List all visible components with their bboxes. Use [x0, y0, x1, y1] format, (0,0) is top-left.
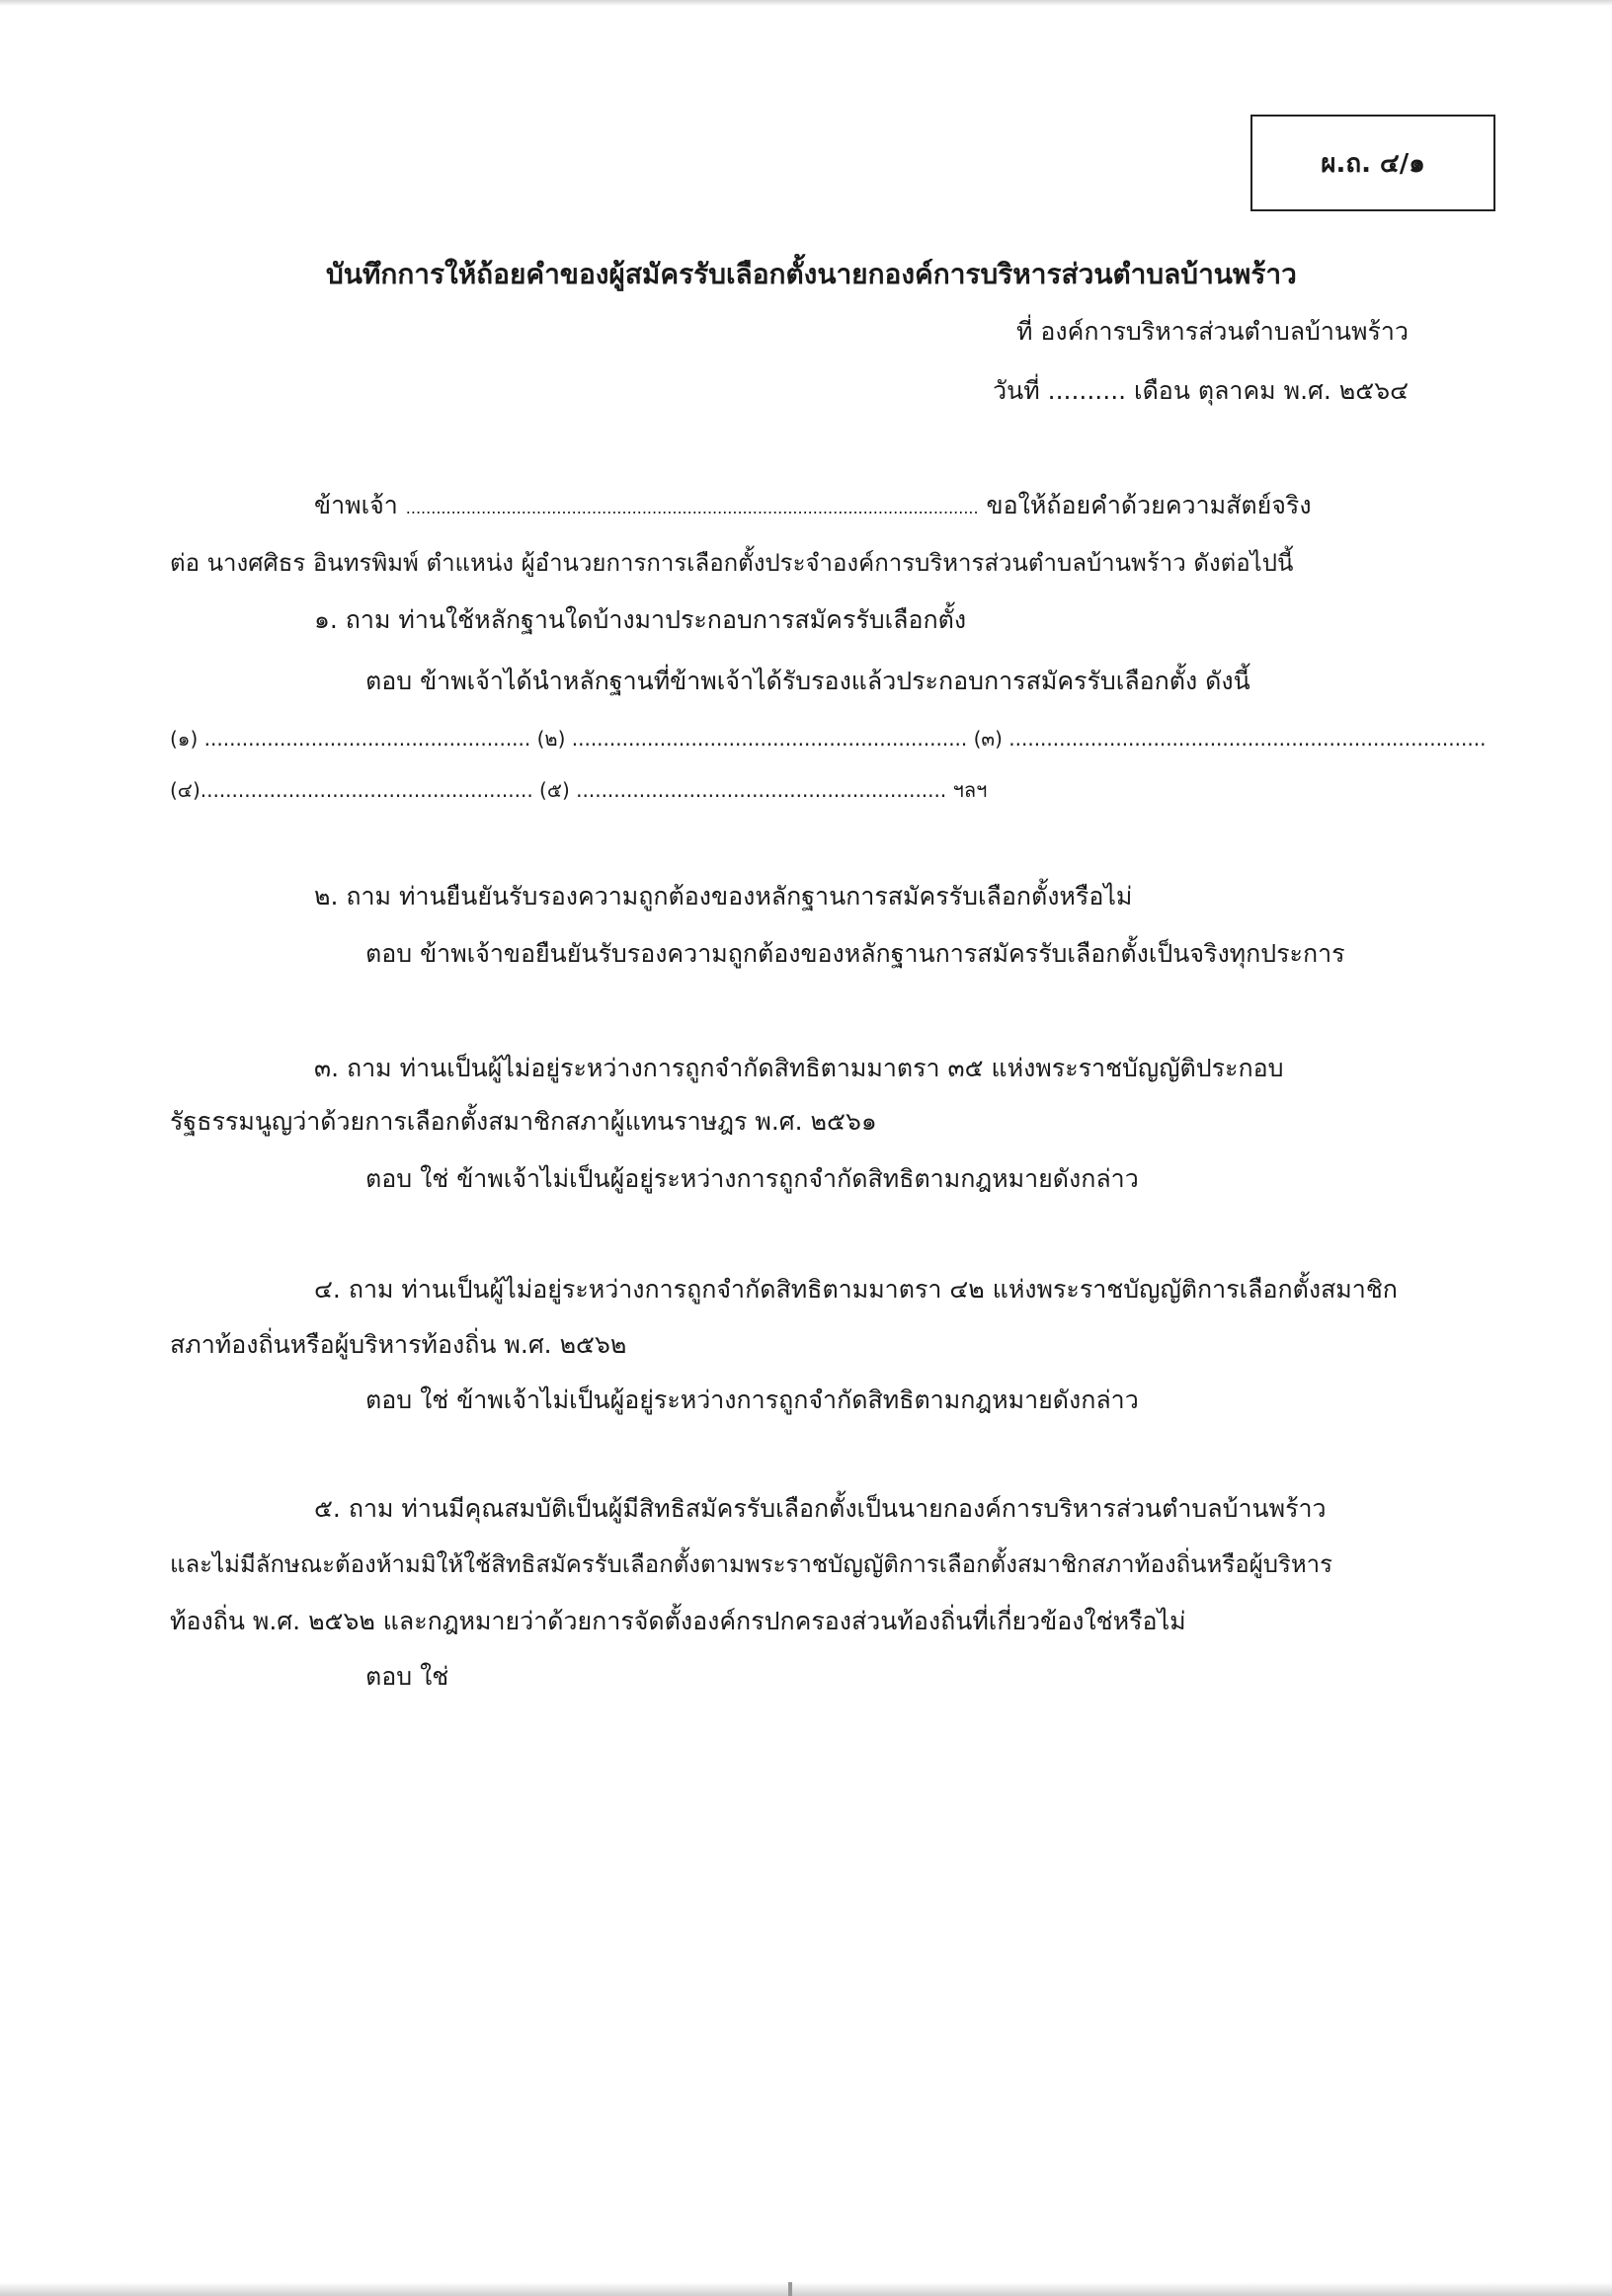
q1-evidence-row-1: (๑) .................................................... (๒) ............................................................... (๓) ............................................................................	[170, 727, 1487, 751]
scan-edge-top	[0, 0, 1612, 6]
scan-mark	[788, 2282, 792, 2296]
place-line: ที่ องค์การบริหารส่วนตำบลบ้านพร้าว	[1015, 317, 1409, 346]
intro-suffix: ขอให้ถ้อยคำด้วยความสัตย์จริง	[986, 491, 1312, 519]
intro-line-1	[314, 488, 1312, 526]
q4-question-line-1: ๔. ถาม ท่านเป็นผู้ไม่อยู่ระหว่างการถูกจำกัดสิทธิตามมาตรา ๔๒ แห่งพระราชบัญญัติการเลือกตั้งสมาชิก	[314, 1275, 1398, 1304]
intro-prefix: ข้าพเจ้า	[314, 491, 398, 519]
q5-question-line-3: ท้องถิ่น พ.ศ. ๒๕๖๒ และกฎหมายว่าด้วยการจัดตั้งองค์กรปกครองส่วนท้องถิ่นที่เกี่ยวข้องใช่หรือไม่	[170, 1607, 1186, 1635]
date-line: วันที่ .......... เดือน ตุลาคม พ.ศ. ๒๕๖๔	[993, 376, 1409, 405]
q2-answer: ตอบ ข้าพเจ้าขอยืนยันรับรองความถูกต้องของหลักฐานการสมัครรับเลือกตั้งเป็นจริงทุกประการ	[365, 939, 1345, 968]
q1-answer: ตอบ ข้าพเจ้าได้นำหลักฐานที่ข้าพเจ้าได้รับรองแล้วประกอบการสมัครรับเลือกตั้ง ดังนี้	[365, 667, 1250, 695]
q4-question-line-2: สภาท้องถิ่นหรือผู้บริหารท้องถิ่น พ.ศ. ๒๕๖๒	[170, 1330, 627, 1359]
q3-answer: ตอบ ใช่ ข้าพเจ้าไม่เป็นผู้อยู่ระหว่างการถูกจำกัดสิทธิตามกฎหมายดังกล่าว	[365, 1164, 1139, 1193]
intro-line-2: ต่อ นางศศิธร อินทรพิมพ์ ตำแหน่ง ผู้อำนวยการการเลือกตั้งประจำองค์การบริหารส่วนตำบลบ้านพร้าว ดังต่อไปนี้	[170, 549, 1294, 577]
q3-question-line-1: ๓. ถาม ท่านเป็นผู้ไม่อยู่ระหว่างการถูกจำกัดสิทธิตามมาตรา ๓๕ แห่งพระราชบัญญัติประกอบ	[314, 1054, 1284, 1082]
q5-question-line-1: ๕. ถาม ท่านมีคุณสมบัติเป็นผู้มีสิทธิสมัครรับเลือกตั้งเป็นนายกองค์การบริหารส่วนตำบลบ้านพร้าว	[314, 1494, 1327, 1523]
document-title: บันทึกการให้ถ้อยคำของผู้สมัครรับเลือกตั้งนายกองค์การบริหารส่วนตำบลบ้านพร้าว	[326, 258, 1297, 290]
q5-answer: ตอบ ใช่	[365, 1662, 449, 1691]
q3-question-line-2: รัฐธรรมนูญว่าด้วยการเลือกตั้งสมาชิกสภาผู้แทนราษฎร พ.ศ. ๒๕๖๑	[170, 1107, 877, 1136]
q1-question: ๑. ถาม ท่านใช้หลักฐานใดบ้างมาประกอบการสมัครรับเลือกตั้ง	[314, 605, 967, 634]
q2-question: ๒. ถาม ท่านยืนยันรับรองความถูกต้องของหลักฐานการสมัครรับเลือกตั้งหรือไม่	[314, 882, 1133, 910]
scan-edge-bottom	[0, 2282, 1612, 2296]
q4-answer: ตอบ ใช่ ข้าพเจ้าไม่เป็นผู้อยู่ระหว่างการถูกจำกัดสิทธิตามกฎหมายดังกล่าว	[365, 1386, 1139, 1414]
q5-question-line-2: และไม่มีลักษณะต้องห้ามมิให้ใช้สิทธิสมัครรับเลือกตั้งตามพระราชบัญญัติการเลือกตั้งสมาชิกสภาท้องถิ่นหรือผู้บริหาร	[170, 1550, 1333, 1578]
form-code: ผ.ถ. ๔/๑	[1321, 148, 1425, 179]
intro-name-blank: ..................................................................................................................	[405, 499, 979, 517]
q1-evidence-row-2: (๔)..................................................... (๕) ........................................................... ฯลฯ	[170, 778, 988, 802]
form-code-box	[1250, 115, 1495, 211]
